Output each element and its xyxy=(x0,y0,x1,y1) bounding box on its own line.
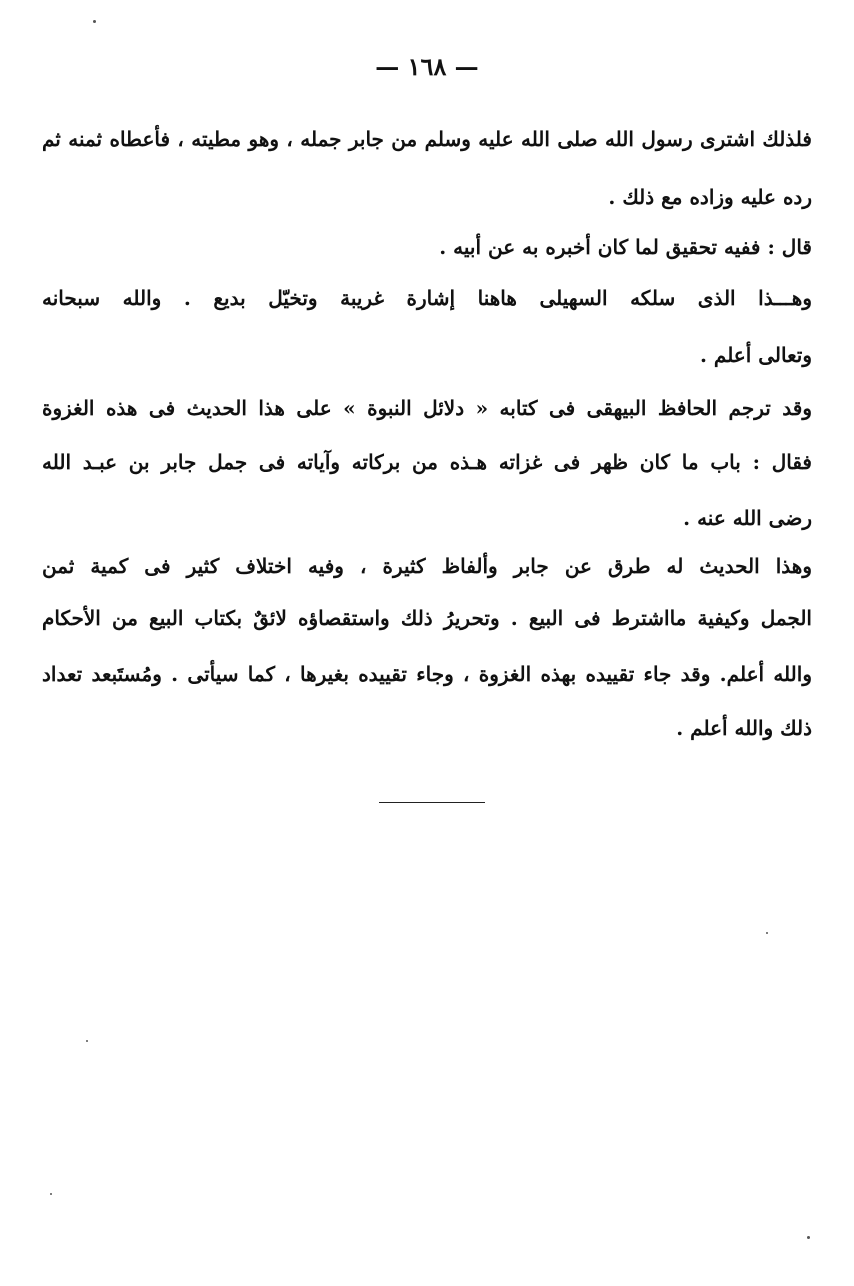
scan-speck xyxy=(766,932,768,934)
scan-speck xyxy=(50,1193,52,1195)
text-line-3: قال : ففيه تحقيق لما كان أخبره به عن أبيه . xyxy=(439,235,812,259)
scan-speck xyxy=(807,1236,810,1239)
text-line-5: وتعالى أعلم . xyxy=(699,343,812,367)
text-line-6: وقد ترجم الحافظ البيهقى فى كتابه « دلائل النبوة » على هذا الحديث فى هذه الغزوة xyxy=(42,396,812,420)
text-line-7: فقال : باب ما كان ظهر فى غزاته هـذه من بركاته وآياته فى جمل جابر بن عبـد الله xyxy=(42,450,812,474)
text-line-1: فلذلك اشترى رسول الله صلى الله عليه وسلم من جابر جمله ، وهو مطيته ، فأعطاه ثمنه ثم xyxy=(42,127,812,151)
page-number: — ١٦٨ — xyxy=(375,52,479,81)
text-line-10: الجمل وكيفية مااشترط فى البيع . وتحريرُ ذلك واستقصاؤه لائقٌ بكتاب البيع من الأحكام xyxy=(42,606,812,630)
text-line-4: وهـــذا الذى سلكه السهيلى هاهنا إشارة غريبة وتخيّل بديع . والله سبحانه xyxy=(42,286,812,310)
text-line-2: رده عليه وزاده مع ذلك . xyxy=(608,185,812,209)
text-line-11: والله أعلم. وقد جاء تقييده بهذه الغزوة ، وجاء تقييده بغيرها ، كما سيأتى . ومُستَبعد تعداد xyxy=(42,662,812,686)
scan-speck xyxy=(86,1040,88,1042)
text-line-9: وهذا الحديث له طرق عن جابر وألفاظ كثيرة ، وفيه اختلاف كثير فى كمية ثمن xyxy=(42,554,812,578)
text-line-12: ذلك والله أعلم . xyxy=(676,716,812,740)
scan-speck xyxy=(93,20,96,23)
text-line-8: رضى الله عنه . xyxy=(683,506,812,530)
end-rule-divider xyxy=(379,802,485,803)
